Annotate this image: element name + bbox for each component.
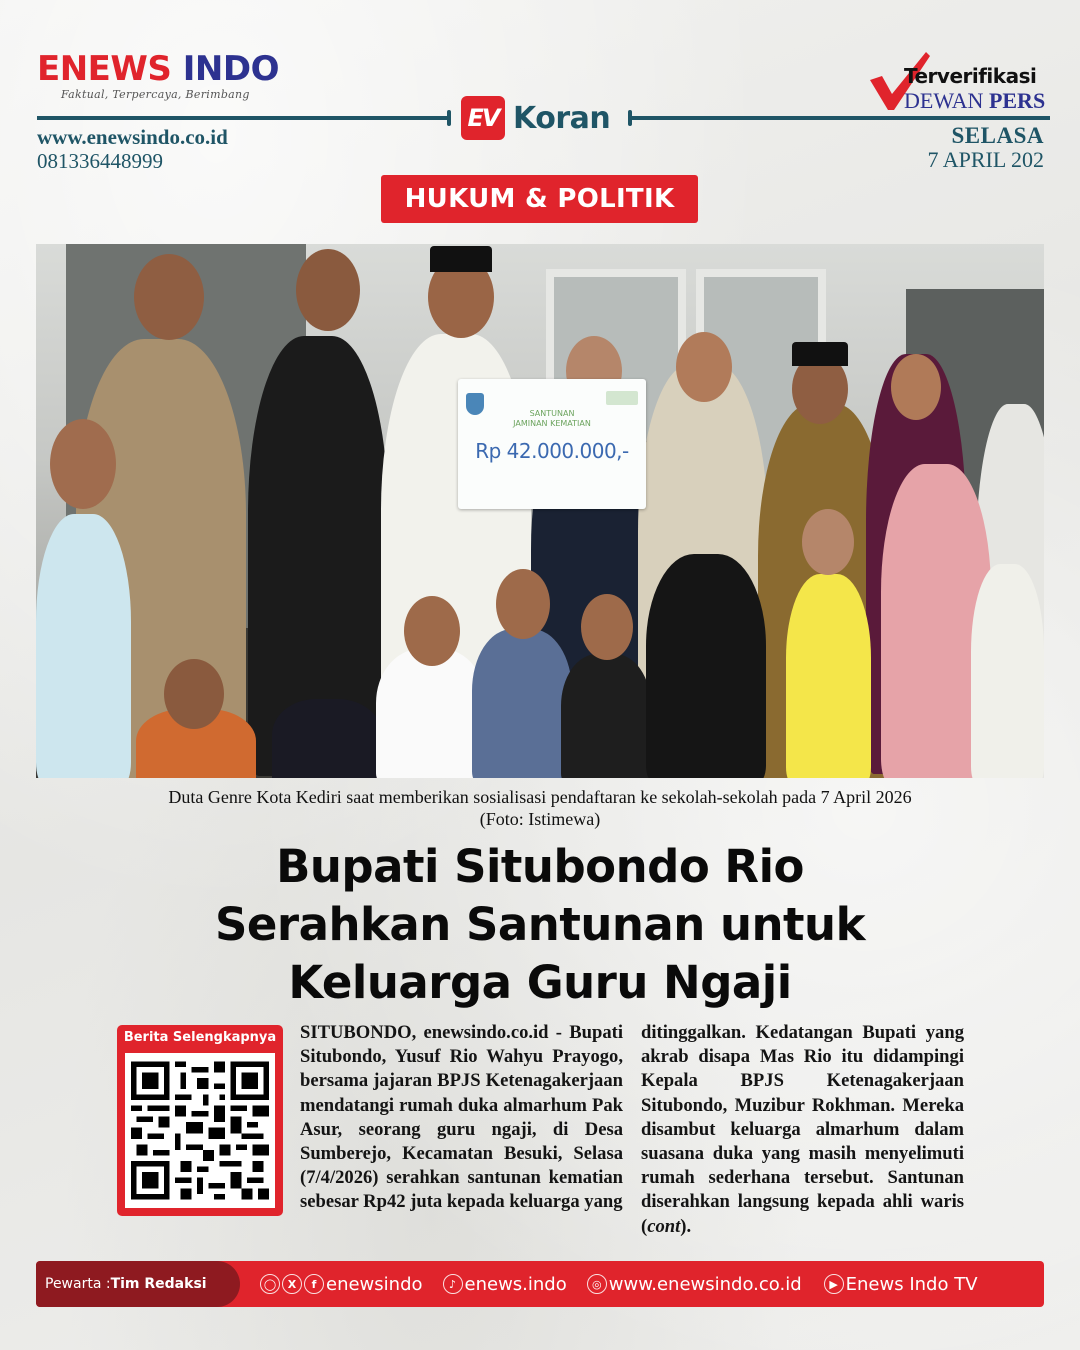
footer-bar xyxy=(36,1261,1044,1307)
issue-day: SELASA xyxy=(951,123,1044,148)
phone-number: 081336448999 xyxy=(37,149,163,173)
article-body-left: SITUBONDO, enewsindo.co.id - Bupati Situbondo, Yusuf Rio Wahyu Prayogo, bersama jajaran BPJS Ketenagakerjaan mendatangi rumah duka almarhum Pak Asur, seorang guru ngaji, di Desa Sumberejo, Kecamatan Besuki, Selasa (7/4/2026) serahkan santunan kematian sebesar Rp42 juta kepada keluarga yang xyxy=(300,1022,623,1213)
sign-amount: Rp 42.000.000,- xyxy=(475,439,629,463)
divider-cap-left xyxy=(447,110,451,126)
reporter-credit xyxy=(36,1261,240,1307)
brand-name-indo: INDO xyxy=(182,49,279,89)
caption-text: Duta Genre Kota Kediri saat memberikan sosialisasi pendaftaran ke sekolah-sekolah pada 7 April 2026 xyxy=(168,787,912,807)
bpjs-logo-icon xyxy=(606,391,638,405)
brand-logo xyxy=(37,49,279,101)
headline-line: Serahkan Santunan untuk xyxy=(214,898,866,951)
qr-code-icon[interactable] xyxy=(125,1053,275,1208)
facebook-icon[interactable]: f xyxy=(304,1274,324,1294)
tiktok-link[interactable] xyxy=(443,1274,567,1295)
issue-date-text: 7 APRIL 202 xyxy=(927,147,1044,172)
headline-line: Keluarga Guru Ngaji xyxy=(288,956,792,1009)
photo-caption xyxy=(36,786,1044,830)
divider-cap-right xyxy=(628,110,632,126)
instagram-icon[interactable]: ◯ xyxy=(260,1274,280,1294)
read-more-qr-card[interactable] xyxy=(117,1025,283,1216)
sign-title: SANTUNAN xyxy=(529,409,575,418)
sign-subtitle: JAMINAN KEMATIAN xyxy=(513,419,591,428)
reporter-name: Tim Redaksi xyxy=(110,1276,207,1292)
website-footer-link[interactable] xyxy=(587,1274,802,1295)
section-title: Koran xyxy=(513,100,611,136)
website-link[interactable]: www.enewsindo.co.id xyxy=(37,125,228,149)
youtube-channel: Enews Indo TV xyxy=(845,1273,978,1295)
ev-logo-icon: EV xyxy=(461,96,505,140)
tiktok-handle: enews.indo xyxy=(464,1273,567,1295)
article-headline xyxy=(60,838,1020,1012)
category-badge: HUKUM & POLITIK xyxy=(381,175,698,223)
contact-info xyxy=(37,125,228,173)
youtube-link[interactable] xyxy=(824,1274,978,1295)
qr-label: Berita Selengkapnya xyxy=(123,1030,277,1045)
issue-date xyxy=(927,124,1044,172)
tiktok-icon[interactable]: ♪ xyxy=(443,1274,463,1294)
brand-name xyxy=(37,50,279,88)
header-divider-left xyxy=(37,116,449,120)
dewan-pers-label: DEWAN PERS xyxy=(904,88,1046,113)
reporter-label: Pewarta : xyxy=(45,1276,111,1292)
brand-tagline: Faktual, Terpercaya, Berimbang xyxy=(61,88,250,101)
photo-credit: (Foto: Istimewa) xyxy=(479,809,601,829)
headline-line: Bupati Situbondo Rio xyxy=(276,840,804,893)
verified-label: Terverifikasi xyxy=(904,64,1037,88)
x-icon[interactable]: X xyxy=(282,1274,302,1294)
article-body-right: ditinggalkan. Kedatangan Bupati yang akrab disapa Mas Rio itu didampingi Kepala BPJS Ketenagakerjaan Situbondo, Muzibur Rokhman. Mereka disambut keluarga almarhum dalam suasana duka yang masih menyelimuti rumah sederhana tersebut. Santunan diserahkan langsung kepada ahli waris (cont). xyxy=(641,1022,964,1237)
donation-sign xyxy=(458,379,646,509)
social-handle: enewsindo xyxy=(326,1273,423,1295)
globe-icon: ◎ xyxy=(587,1274,607,1294)
news-photo xyxy=(36,244,1044,778)
section-badge xyxy=(461,96,610,140)
footer-website: www.enewsindo.co.id xyxy=(608,1273,802,1295)
brand-name-enews: ENEWS xyxy=(37,49,172,89)
social-handle-link[interactable] xyxy=(260,1274,423,1295)
youtube-icon: ▶ xyxy=(824,1274,844,1294)
verified-badge xyxy=(868,50,1058,120)
